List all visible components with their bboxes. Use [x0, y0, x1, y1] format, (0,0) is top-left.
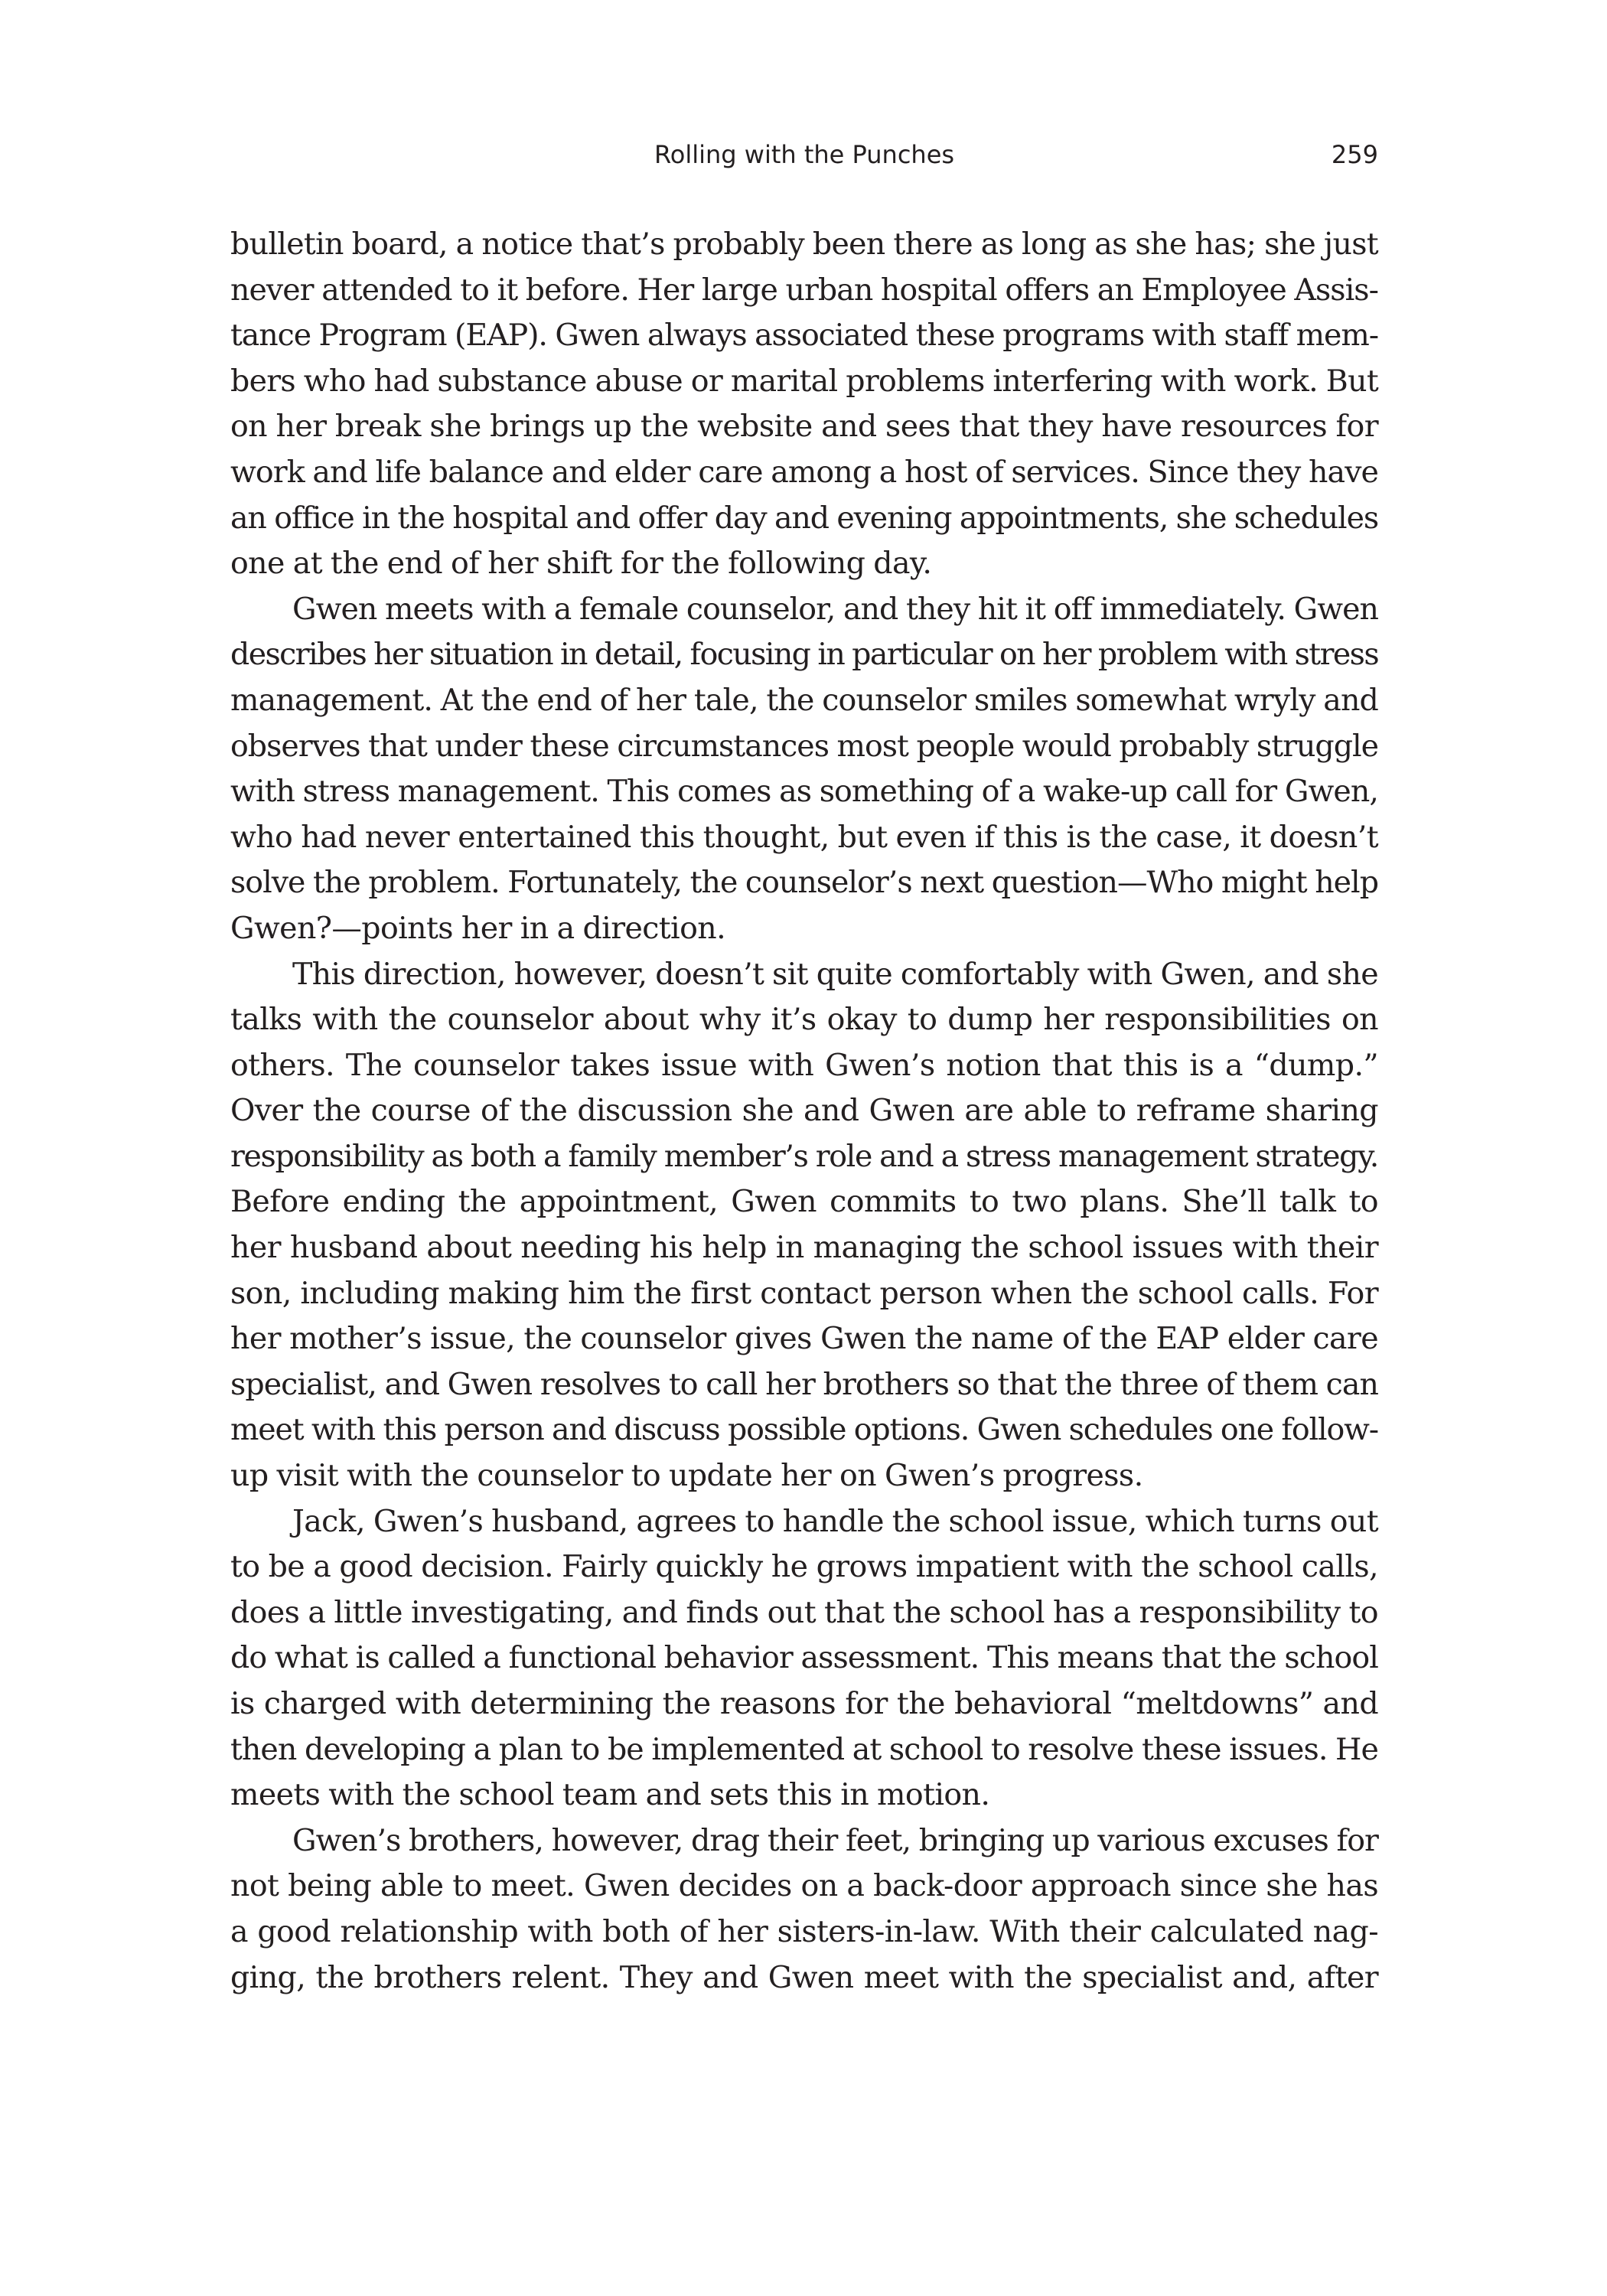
text-line: solve the problem. Fortunately, the counselor’s next question—Who might help: [230, 865, 1378, 901]
text-line: does a little investigating, and finds out that the school has a responsibility to: [230, 1594, 1378, 1630]
page-number: 259: [1331, 140, 1378, 169]
text-line: is charged with determining the reasons for the behavioral “meltdowns” and: [230, 1686, 1378, 1721]
running-title: Rolling with the Punches: [654, 140, 955, 169]
paragraph: [230, 952, 1378, 1499]
text-line: tance Program (EAP). Gwen always associated these programs with staff mem-: [230, 318, 1378, 354]
running-head: [230, 133, 1378, 176]
text-line: ging, the brothers relent. They and Gwen meet with the specialist and, after: [230, 1959, 1378, 1995]
text-line: Gwen’s brothers, however, drag their feet, bringing up various excuses for: [292, 1822, 1378, 1858]
text-line: who had never entertained this thought, but even if this is the case, it doesn’t: [230, 819, 1378, 855]
text-line: never attended to it before. Her large urban hospital offers an Employee Assis-: [230, 272, 1378, 308]
paragraph: [230, 222, 1378, 587]
text-line: Gwen meets with a female counselor, and they hit it off immediately. Gwen: [292, 591, 1378, 627]
text-line: This direction, however, doesn’t sit quite comfortably with Gwen, and she: [292, 956, 1378, 992]
text-line: up visit with the counselor to update her on Gwen’s progress.: [230, 1458, 1143, 1494]
text-line: son, including making him the first contact person when the school calls. For: [230, 1275, 1378, 1311]
text-line: describes her situation in detail, focusing in particular on her problem with stress: [230, 637, 1378, 673]
text-line: Before ending the appointment, Gwen commits to two plans. She’ll talk to: [230, 1184, 1378, 1220]
text-line: talks with the counselor about why it’s okay to dump her responsibilities on: [230, 1002, 1378, 1038]
text-line: management. At the end of her tale, the counselor smiles somewhat wryly and: [230, 682, 1378, 718]
text-line: Gwen?—points her in a direction.: [230, 910, 726, 946]
body-text: [230, 222, 1378, 2001]
text-line: a good relationship with both of her sisters-in-law. With their calculated nag-: [230, 1913, 1378, 1949]
text-line: her husband about needing his help in managing the school issues with their: [230, 1230, 1378, 1266]
text-line: one at the end of her shift for the following day.: [230, 546, 932, 582]
text-line: work and life balance and elder care among a host of services. Since they have: [230, 454, 1378, 490]
paragraph: [230, 1499, 1378, 1818]
text-line: responsibility as both a family member’s role and a stress management strategy.: [230, 1138, 1378, 1174]
text-line: specialist, and Gwen resolves to call her brothers so that the three of them can: [230, 1366, 1378, 1402]
paragraph: [230, 587, 1378, 952]
text-line: then developing a plan to be implemented at school to resolve these issues. He: [230, 1731, 1378, 1767]
text-line: meets with the school team and sets this in motion.: [230, 1777, 990, 1813]
text-line: an office in the hospital and offer day and evening appointments, she schedules: [230, 500, 1378, 536]
paragraph: [230, 1818, 1378, 2001]
text-line: with stress management. This comes as something of a wake-up call for Gwen,: [230, 774, 1378, 810]
text-line: Jack, Gwen’s husband, agrees to handle the school issue, which turns out: [292, 1503, 1378, 1539]
text-line: observes that under these circumstances most people would probably struggle: [230, 728, 1378, 764]
text-line: bulletin board, a notice that’s probably been there as long as she has; she just: [230, 227, 1378, 262]
text-line: her mother’s issue, the counselor gives Gwen the name of the EAP elder care: [230, 1321, 1378, 1357]
text-line: meet with this person and discuss possible options. Gwen schedules one follow-: [230, 1412, 1378, 1448]
text-line: Over the course of the discussion she and Gwen are able to reframe sharing: [230, 1093, 1378, 1129]
text-line: to be a good decision. Fairly quickly he grows impatient with the school calls,: [230, 1549, 1378, 1585]
text-line: on her break she brings up the website and sees that they have resources for: [230, 409, 1378, 445]
text-line: not being able to meet. Gwen decides on a back-door approach since she has: [230, 1868, 1378, 1904]
text-line: do what is called a functional behavior assessment. This means that the school: [230, 1640, 1378, 1676]
text-line: others. The counselor takes issue with Gwen’s notion that this is a “dump.”: [230, 1047, 1378, 1083]
text-line: bers who had substance abuse or marital problems interfering with work. But: [230, 363, 1378, 399]
